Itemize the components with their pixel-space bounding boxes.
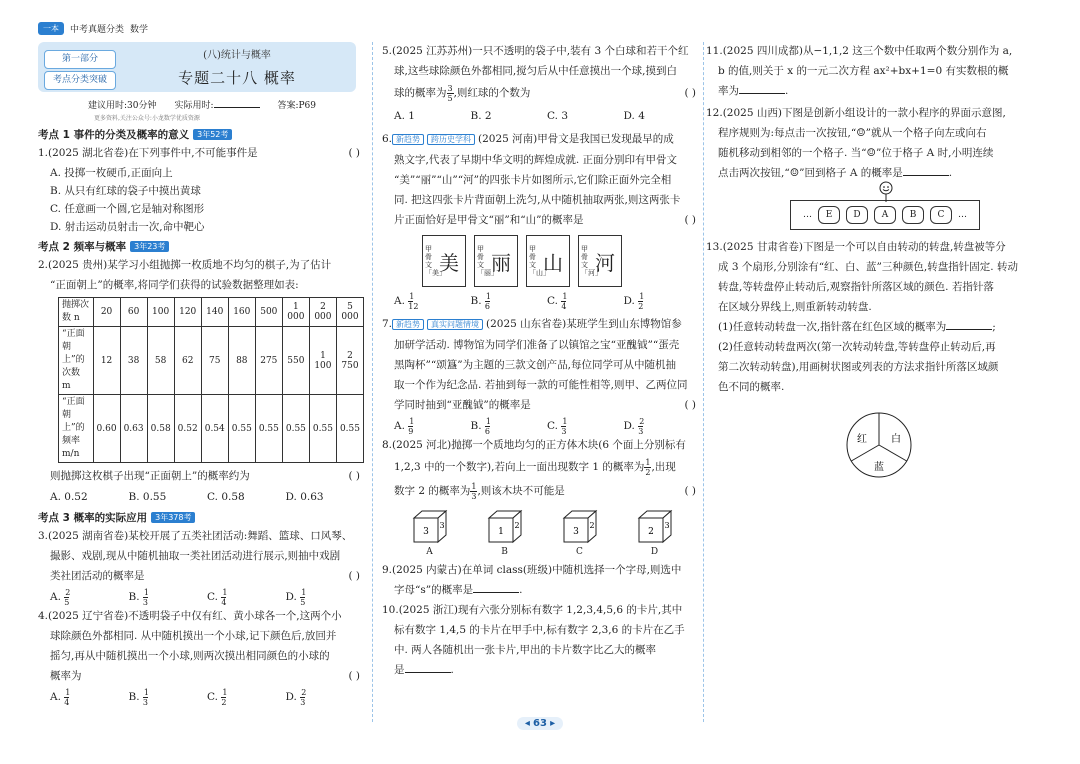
subject-tag: 跨历史学科 [427, 134, 475, 145]
oracle-cards [422, 235, 700, 287]
oracle-card: 甲骨文「山」 山 [526, 235, 570, 287]
table-cell: 60 [120, 298, 147, 327]
cube-options [392, 508, 700, 557]
frequency-table [58, 297, 364, 463]
question-2: 2.(2025 贵州)某学习小组抛掷一枚质地不均匀的棋子,为了估计 [38, 259, 332, 271]
cube-option: 3 3 A [392, 508, 467, 557]
question-5-line: 球,这些球除颜色外都相同,搅匀后从中任意摸出一个球,摸到白 [394, 65, 678, 77]
question-13-line: 成 3 个扇形,分别涂有“红、白、蓝”三种颜色,转盘指针固定. 转动 [718, 261, 1018, 273]
option: C. $\frac{1}{4}$ [547, 291, 568, 311]
grid-cell: … [803, 210, 812, 220]
question-4-line: 概率为 ( ) [50, 670, 360, 682]
table-cell: 0.52 [174, 395, 201, 463]
chapter-header [38, 42, 356, 92]
svg-text:3: 3 [663, 521, 670, 530]
question-8: 8.(2025 河北)抛掷一个质地均匀的正方体木块(6 个面上分别标有 [382, 439, 686, 451]
question-7: 7. 新趋势 真实问题情境 (2025 山东省卷)某班学生到山东博物馆参 [382, 318, 682, 330]
table-cell: 0.55 [282, 395, 309, 463]
row-header: 抛掷次数 n [59, 298, 94, 327]
option: A. $\frac{1}{4}$ [50, 687, 71, 707]
table-cell: 550 [282, 327, 309, 395]
table-cell: 1 000 [282, 298, 309, 327]
question-12-line: 点击两次按钮,“☺”回到格子 A 的概率是 . [718, 167, 953, 179]
option: D. $\frac{2}{3}$ [285, 687, 307, 707]
grid-cell: A [874, 206, 896, 224]
question-3-line: 类社团活动的概率是 ( ) [50, 570, 360, 582]
grid-cell: B [902, 206, 924, 224]
option: B. $\frac{1}{3}$ [128, 687, 149, 707]
sector-label: 白 [891, 434, 901, 445]
smiley-icon [878, 181, 894, 203]
option: D. $\frac{1}{5}$ [285, 587, 307, 607]
svg-text:3: 3 [438, 521, 445, 530]
table-cell: 0.55 [309, 395, 336, 463]
options-row [382, 106, 700, 126]
option: D. $\frac{1}{2}$ [623, 291, 645, 311]
table-cell: 38 [120, 327, 147, 395]
oracle-card: 甲骨文「河」 河 [578, 235, 622, 287]
options-row [382, 416, 700, 436]
top-bar [38, 20, 148, 36]
question-4-line: 球除颜色外都相同. 从中随机摸出一个小球,记下颜色后,放回并 [50, 630, 337, 642]
question-10: 10.(2025 浙江)现有六张分别标有数字 1,2,3,4,5,6 的卡片,其中 [382, 604, 683, 616]
exam-count-badge: 3年378考 [151, 512, 195, 523]
option: C. 3 [547, 110, 569, 122]
table-cell: 140 [201, 298, 228, 327]
question-3: 3.(2025 湖南省卷)某校开展了五类社团活动:舞蹈、篮球、口风琴、 [38, 530, 353, 542]
question-10-line: 是 . [394, 664, 454, 676]
question-5-line: 球的概率为 $\frac{3}{5}$ ,则红球的个数为 ( ) [394, 83, 696, 103]
option: C. 0.58 [207, 491, 245, 503]
svg-text:2: 2 [647, 527, 654, 537]
question-7-line: 加研学活动. 博物馆为同学们准备了以镇馆之宝“亚醜钺”“蛋壳 [394, 339, 680, 351]
option: C. $\frac{1}{4}$ [207, 587, 228, 607]
column-middle [382, 42, 700, 722]
option: A. 0.52 [50, 491, 88, 503]
svg-text:2: 2 [588, 521, 595, 530]
question-13-sub2: 色不同的概率. [718, 381, 785, 393]
table-cell: 20 [93, 298, 120, 327]
question-12-line: 程序规则为:每点击一次按钮,“☺”就从一个格子向左或向右 [718, 127, 987, 139]
section-heading: 考点 3 概率的实际应用 3年378考 [38, 510, 364, 525]
section-heading: 考点 1 事件的分类及概率的意义 3年52考 [38, 127, 364, 142]
table-cell: 1 100 [309, 327, 336, 395]
trend-tag: 新趋势 [392, 319, 424, 330]
option: D. 射击运动员射击一次,命中靶心 [50, 221, 205, 233]
oracle-card: 甲骨文「美」 美 [422, 235, 466, 287]
question-4: 4.(2025 辽宁省卷)不透明袋子中仅有红、黄小球各一个,这两个小 [38, 610, 342, 622]
section-heading: 考点 2 频率与概率 3年23考 [38, 239, 364, 254]
row-header: “正面朝上”的频率 m/n [59, 395, 94, 463]
svg-text:2: 2 [513, 521, 520, 530]
suggested-time: 建议用时:30分钟 [88, 101, 157, 111]
svg-text:3: 3 [572, 527, 579, 537]
question-13-line: 在区域分界线上,则重新转动转盘. [718, 301, 872, 313]
question-10-line: 中. 两人各随机出一张卡片,甲出的卡片数字比乙大的概率 [394, 644, 657, 656]
context-tag: 真实问题情境 [427, 319, 483, 330]
table-cell: 12 [93, 327, 120, 395]
option: B. 0.55 [128, 491, 167, 503]
question-3-line: 撮影、戏剧,现从中随机抽取一类社团活动进行展示,则抽中戏剧 [50, 550, 341, 562]
options-row [38, 687, 364, 707]
grid-cell: E [818, 206, 840, 224]
oracle-card: 甲骨文「丽」 丽 [474, 235, 518, 287]
question-13-sub1: (1)任意转动转盘一次,指针落在红色区域的概率为 ; [718, 321, 996, 333]
options-row [382, 291, 700, 311]
table-cell: 120 [174, 298, 201, 327]
table-cell: 62 [174, 327, 201, 395]
grid-diagram [790, 200, 980, 230]
option: A. 投掷一枚硬币,正面向上 [50, 167, 173, 179]
column-divider [372, 42, 373, 722]
option: C. $\frac{1}{3}$ [547, 416, 568, 436]
question-12-line: 随机移动到相邻的一个格子. 当“☺”位于格子 A 时,小明连续 [718, 147, 994, 159]
trend-tag: 新趋势 [392, 134, 424, 145]
svg-text:1: 1 [497, 527, 504, 537]
question-6: 6. 新趋势 跨历史学科 (2025 河南)甲骨文是我国已发现最早的成 [382, 133, 674, 145]
exam-count-badge: 3年52考 [193, 129, 232, 140]
question-7-line: 学同时抽到“亚醜钺”的概率是 ( ) [394, 399, 696, 411]
question-13-sub2: (2)任意转动转盘两次(第一次转动转盘,等转盘停止转动后,再 [718, 341, 996, 353]
option: A. $\frac{1}{9}$ [394, 416, 415, 436]
option: A. $\frac{2}{5}$ [50, 587, 71, 607]
column-divider [703, 42, 704, 722]
option: C. 任意画一个圆,它是轴对称图形 [50, 203, 205, 215]
table-cell: 0.55 [255, 395, 282, 463]
table-cell: 275 [255, 327, 282, 395]
chapter-title: 专题二十八 概率 [178, 69, 296, 87]
question-11-line: 率为 . [718, 85, 789, 97]
question-7-line: 取一个作为纪念品. 若抽到每一款的可能性相等,则甲、乙两位同 [394, 379, 688, 391]
grid-cell: D [846, 206, 868, 224]
option: D. 0.63 [285, 491, 324, 503]
option: A. 1 [394, 110, 415, 122]
question-8-line: 1,2,3 中的一个数字),若向上一面出现数字 1 的概率为 $\frac{1}{2}$ ,出现 [394, 457, 676, 477]
question-13-line: 转盘,等转盘停止转动后,观察指针所落区域的颜色. 若指针落 [718, 281, 994, 293]
option: A. $\frac{1}{12}$ [394, 291, 419, 311]
question-10-line: 标有数字 1,4,5 的卡片在甲手中,标有数字 2,3,6 的卡片在乙手 [394, 624, 685, 636]
grid-cell: … [958, 210, 967, 220]
column-right [706, 42, 1046, 722]
answer-ref: 答案:P69 [277, 101, 316, 111]
chapter-subtitle: (八)统计与概率 [203, 50, 271, 61]
svg-text:3: 3 [422, 527, 429, 537]
table-cell: 0.60 [93, 395, 120, 463]
question-8-line: 数字 2 的概率为 $\frac{1}{3}$ ,则该木块不可能是 ( ) [394, 481, 696, 501]
sector-label: 红 [857, 434, 867, 445]
question-11: 11.(2025 四川成都)从−1,1,2 这三个数中任取两个数分别作为 a, [706, 45, 1013, 57]
question-5: 5.(2025 江苏苏州)一只不透明的袋子中,装有 3 个白球和若干个红 [382, 45, 689, 57]
question-13-sub2: 第二次转动转盘),用画树状图或列表的方法求指针所落区域颜 [718, 361, 999, 373]
options-row [38, 487, 364, 507]
table-cell: 2 000 [309, 298, 336, 327]
question-12: 12.(2025 山西)下图是创新小组设计的一款小程序的界面示意图, [706, 107, 1006, 119]
table-cell: 58 [147, 327, 174, 395]
option: B. 从只有红球的袋子中摸出黄球 [50, 185, 201, 197]
question-2-ask: 则抛掷这枚棋子出现“正面朝上”的概率约为 ( ) [50, 470, 360, 482]
page-number: ◂ 63 ▸ [0, 718, 1080, 729]
question-7-line: 黑陶杯”“颂簋”为主题的三款文创产品,每位同学可从中随机抽 [394, 359, 676, 371]
table-cell: 5 000 [336, 298, 363, 327]
question-6-line: 同. 把这四张卡片背面朝上洗匀,从中随机抽取两张,则这两张卡 [394, 194, 681, 206]
actual-time-label: 实际用时: [174, 101, 214, 111]
row-header: “正面朝上”的次数 m [59, 327, 94, 395]
brand-logo: 一本 [38, 22, 64, 35]
options-row [38, 587, 364, 607]
question-2-line: “正面朝上”的概率,将同学们获得的试验数据整理如表: [50, 279, 299, 291]
option: B. $\frac{1}{3}$ [128, 587, 149, 607]
grid-cell: C [930, 206, 952, 224]
option: C. $\frac{1}{2}$ [207, 687, 228, 707]
question-13: 13.(2025 甘肃省卷)下图是一个可以自由转动的转盘,转盘被等分 [706, 241, 1006, 253]
cube-option: 2 3 D [617, 508, 692, 557]
table-cell: 160 [228, 298, 255, 327]
notice-text: 更多资料,关注公众号:小龙数学优质资源 [94, 115, 200, 122]
column-left [38, 42, 364, 722]
question-4-line: 摇匀,再从中随机摸出一个小球,则两次摸出相同颜色的小球的 [50, 650, 330, 662]
option: D. $\frac{2}{3}$ [623, 416, 645, 436]
cube-option: 1 2 B [467, 508, 542, 557]
table-cell: 0.58 [147, 395, 174, 463]
sector-label: 蓝 [874, 462, 884, 473]
option: B. $\frac{1}{6}$ [470, 291, 491, 311]
exam-count-badge: 3年23考 [130, 241, 169, 252]
table-cell: 0.55 [336, 395, 363, 463]
table-cell: 500 [255, 298, 282, 327]
question-6-line: “美”“丽”“山”“河”的四张卡片如图所示,它们除正面外完全相 [394, 174, 672, 186]
time-meta [38, 98, 364, 111]
subject-name: 数学 [130, 24, 149, 35]
option: B. $\frac{1}{6}$ [470, 416, 491, 436]
question-9-line: 字母“s”的概率是 . [394, 584, 523, 596]
cube-option: 3 2 C [542, 508, 617, 557]
question-6-line: 片正面恰好是甲骨文“丽”和“山”的概率是 ( ) [394, 214, 696, 226]
question-11-line: b 的值,则关于 x 的一元二次方程 ax²+bx+1=0 有实数根的概 [718, 65, 1009, 77]
table-cell: 0.63 [120, 395, 147, 463]
table-cell: 100 [147, 298, 174, 327]
table-cell: 0.54 [201, 395, 228, 463]
question-9: 9.(2025 内蒙古)在单词 class(班级)中随机选择一个字母,则选中 [382, 564, 682, 576]
table-cell: 88 [228, 327, 255, 395]
part-label: 第一部分 [44, 50, 116, 69]
series-name: 中考真题分类 [70, 24, 125, 35]
question-6-line: 熟文字,代表了早期中华文明的辉煌成就. 正面分别印有甲骨文 [394, 154, 678, 166]
spinner-diagram [844, 410, 914, 480]
part-sub-label: 考点分类突破 [44, 71, 116, 90]
option: D. 4 [623, 110, 645, 122]
table-cell: 2 750 [336, 327, 363, 395]
table-cell: 0.55 [228, 395, 255, 463]
question-1: 1.(2025 湖北省卷)在下列事件中,不可能事件是 ( ) [38, 147, 360, 159]
table-cell: 75 [201, 327, 228, 395]
option: B. 2 [470, 110, 492, 122]
